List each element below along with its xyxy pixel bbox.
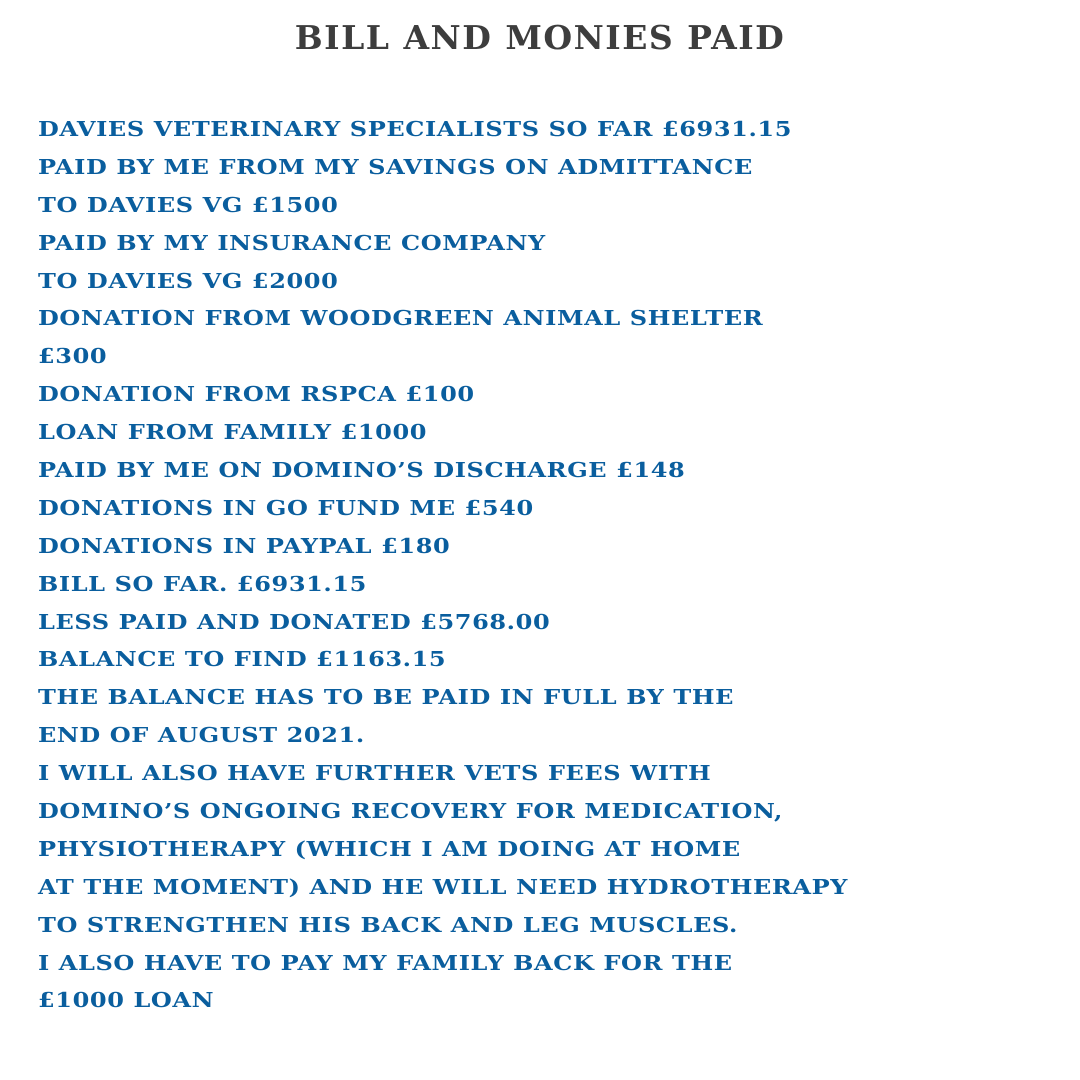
- text-line: AT THE MOMENT) AND HE WILL NEED HYDROTHERAPY: [38, 873, 849, 899]
- document-title: BILL AND MONIES PAID: [294, 18, 786, 57]
- text-line: DONATION FROM WOODGREEN ANIMAL SHELTER: [38, 305, 764, 331]
- text-line: PHYSIOTHERAPY (WHICH I AM DOING AT HOME: [38, 836, 741, 861]
- text-line: DAVIES VETERINARY SPECIALISTS SO FAR £6931.15: [38, 116, 793, 142]
- text-line: PAID BY MY INSURANCE COMPANY: [38, 229, 546, 255]
- text-line: TO DAVIES VG £2000: [38, 267, 339, 293]
- text-line: LESS PAID AND DONATED £5768.00: [38, 608, 551, 634]
- text-line: DONATIONS IN PAYPAL £180: [38, 532, 451, 558]
- text-line: DONATIONS IN GO FUND ME £540: [38, 494, 534, 520]
- text-line: DOMINO’S ONGOING RECOVERY FOR MEDICATION,: [38, 798, 783, 824]
- bill-text-block: [38, 110, 1048, 1019]
- text-line: PAID BY ME FROM MY SAVINGS ON ADMITTANCE: [38, 153, 753, 179]
- text-line: £300: [38, 343, 108, 369]
- text-line: LOAN FROM FAMILY £1000: [38, 419, 428, 445]
- text-line: DONATION FROM RSPCA £100: [38, 381, 475, 407]
- text-line: END OF AUGUST 2021.: [38, 722, 365, 748]
- text-line: THE BALANCE HAS TO BE PAID IN FULL BY THE: [38, 684, 735, 710]
- text-line: TO DAVIES VG £1500: [38, 191, 339, 217]
- text-line: BILL SO FAR. £6931.15: [38, 570, 367, 596]
- text-line: £1000 LOAN: [38, 987, 215, 1013]
- text-line: BALANCE TO FIND £1163.15: [38, 646, 447, 672]
- text-line: I WILL ALSO HAVE FURTHER VETS FEES WITH: [38, 760, 712, 786]
- text-line: PAID BY ME ON DOMINO’S DISCHARGE £148: [38, 457, 686, 483]
- text-line: TO STRENGTHEN HIS BACK AND LEG MUSCLES.: [38, 911, 738, 937]
- text-line: I ALSO HAVE TO PAY MY FAMILY BACK FOR THE: [38, 949, 733, 975]
